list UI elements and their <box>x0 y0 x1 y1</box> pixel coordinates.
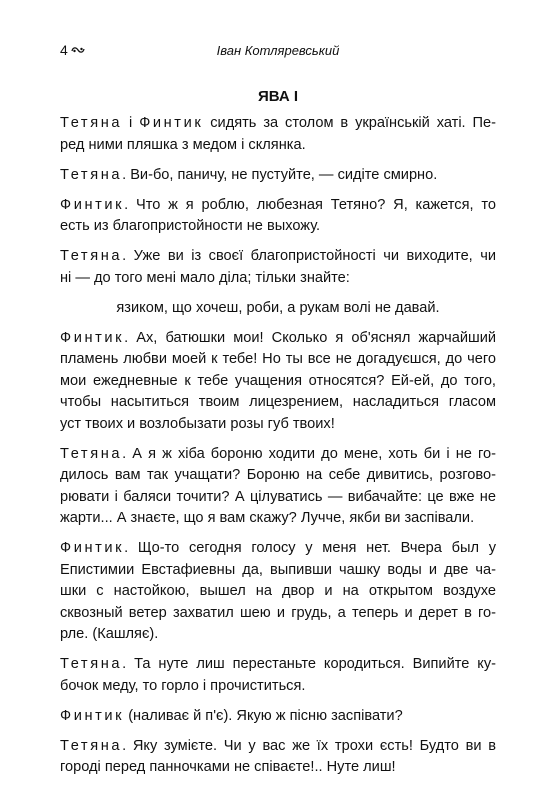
dialogue-paragraph <box>60 328 496 436</box>
text-fragment: . Яку зумієте. Чи у вас же їх трохи єсть! Будто ви в <box>122 737 496 754</box>
book-page <box>60 40 496 787</box>
text-line <box>60 195 496 217</box>
text-line <box>60 328 496 350</box>
text-fragment: . Уже ви із своєї благопристойності чи виходите, чи <box>122 248 496 264</box>
text-line: дилось вам так учащати? Бороню на себе дивитись, розгово- <box>60 467 496 483</box>
speaker-name: Тетяна <box>60 656 123 672</box>
speaker-name: Тетяна <box>60 248 123 264</box>
text-line <box>60 538 496 560</box>
text-line <box>60 736 496 758</box>
speaker-name: Финтик <box>60 707 125 724</box>
dialogue-paragraph <box>60 538 496 646</box>
text-line: уст твоих и возлобызати розы губ твоих! <box>60 415 335 432</box>
text-fragment: . Та нуте лиш перестаньте кородиться. Випийте ку- <box>122 656 496 672</box>
text-line <box>60 444 496 466</box>
running-title: Іван Котляревський <box>216 43 340 58</box>
text-line <box>60 246 496 268</box>
text-line: ред ними пляшка з медом і склянка. <box>60 136 306 153</box>
page-number-text: 4 <box>60 42 68 58</box>
text-fragment: і <box>122 115 140 131</box>
speaker-name: Тетяна <box>60 115 123 131</box>
text-line: рювати і баляси точити? А цілуватись — вибачайте: це вже не <box>60 488 496 505</box>
speaker-name: Тетяна <box>60 737 123 754</box>
text-fragment: . Що-то сегодня голосу у меня нет. Вчера был у <box>124 540 496 556</box>
text-fragment: . Ах, батюшки мои! Сколько я об'яснял жарчайший <box>124 329 496 346</box>
dialogue-paragraph <box>60 444 496 530</box>
text-fragment: . А я ж хіба бороню ходити до мене, хоть би і не го- <box>122 445 496 462</box>
text-fragment: (наливає й п'є). Якую ж пісню заспівати? <box>124 707 403 724</box>
text-line: городі перед панночками не співаєте!.. Нуте лиш! <box>60 759 396 775</box>
text-line: мои ежедневные к тебе учащения относятся? Ей-ей, до того, <box>60 372 496 389</box>
text-line: бочок меду, то горло і прочиститься. <box>60 677 306 694</box>
speaker-name: Тетяна <box>60 445 123 462</box>
speaker-name: Тетяна <box>60 166 123 183</box>
text-line <box>60 654 496 676</box>
text-line: чтобы насытиться твоим лицезрением, насладиться гласом <box>60 394 496 410</box>
text-line: рле. (Кашляє). <box>60 626 159 642</box>
speaker-name: Финтик <box>60 196 125 213</box>
centered-line: язиком, що хочеш, роби, а рукам волі не давай. <box>116 299 440 316</box>
scene-title: ЯВА І <box>257 88 299 105</box>
text-line: сквозный ветер захватил шею и грудь, а теперь и дерет в го- <box>60 604 496 621</box>
page-header <box>60 40 496 60</box>
dialogue-paragraph <box>60 736 496 779</box>
text-line: жарти... А знаєте, що я вам скажу? Лучче, якби ви заспівали. <box>60 510 475 526</box>
dialogue-paragraph <box>60 195 496 238</box>
text-fragment: . Что ж я роблю, любезная Тетяно? Я, кажется, то <box>124 196 496 213</box>
text-fragment: сидять за столом в українській хаті. Пе- <box>203 115 497 131</box>
speaker-name: Финтик <box>60 540 125 556</box>
text-line <box>60 113 496 135</box>
text-line: Епистимии Евстафиевны да, выпивши чашку воды и две ча- <box>60 561 496 578</box>
dialogue-paragraph <box>60 706 496 728</box>
dialogue-paragraph <box>60 654 496 697</box>
text-line <box>60 706 496 728</box>
dialogue-paragraph <box>60 165 496 187</box>
text-line <box>60 165 496 187</box>
text-fragment: . Ви-бо, паничу, не пустуйте, — сидіте смирно. <box>122 166 438 183</box>
dialogue-paragraph <box>60 246 496 289</box>
speaker-name: Финтик <box>60 329 125 346</box>
speaker-name: Финтик <box>139 115 204 131</box>
text-line: есть из благопристойности не выхожу. <box>60 218 321 234</box>
text-line: ні — до того мені мало діла; тільки знайте: <box>60 269 350 286</box>
text-line: пламень любви моей к тебе! Но ты все не догадуєшся, до чего <box>60 351 496 367</box>
stage-direction <box>60 113 496 156</box>
text-line: шки с настойкою, вышел на двор и на открытом воздухе <box>60 583 496 599</box>
